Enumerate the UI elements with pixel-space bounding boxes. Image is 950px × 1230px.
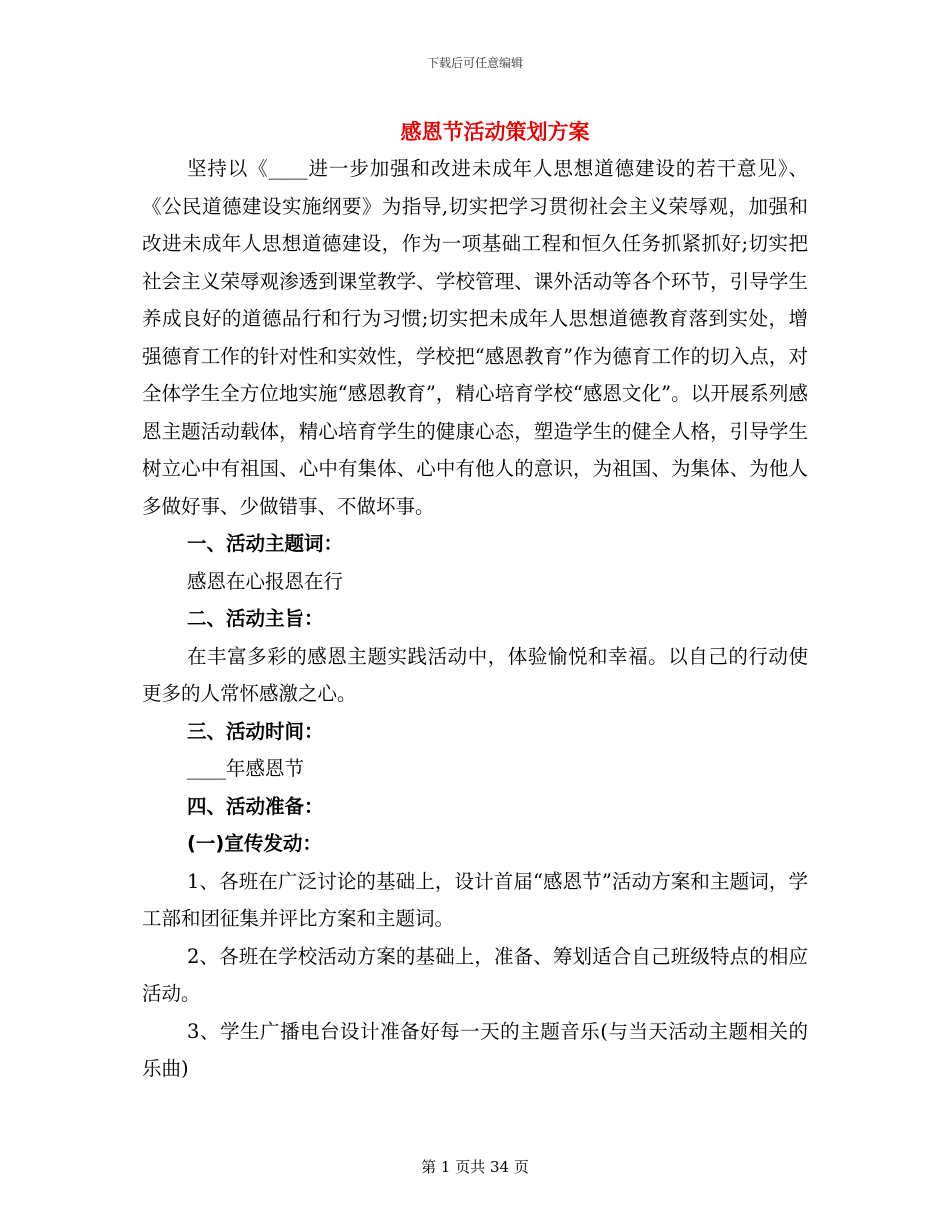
section-4-heading: 四、活动准备： bbox=[187, 794, 324, 818]
intro-paragraph: 坚持以《____进一步加强和改进未成年人思想道德建设的若干意见》、《公民道德建设实施纲要》为指导,切实把学习贯彻社会主义荣辱观，加强和改进未成年人思想道德建设，作为一项基础工程和恒久任务抓紧抓好;切实把社会主义荣辱观渗透到课堂教学、学校管理、课外活动等各个环节，引导学生养成良好的道德品行和行为习惯;切实把未成年人思想道德教育落到实处，增强德育工作的针对性和实效性，学校把“感恩教育”作为德育工作的切入点，对全体学生全方位地实施“感恩教育”，精心培育学校“感恩文化”。以开展系列感恩主题活动载体，精心培育学生的健康心态，塑造学生的健全人格，引导学生树立心中有祖国、心中有集体、心中有他人的意识，为祖国、为集体、为他人多做好事、少做错事、不做坏事。 bbox=[142, 157, 808, 518]
page-header-note: 下载后可任意编辑 bbox=[426, 56, 523, 70]
section-2-heading: 二、活动主旨： bbox=[187, 607, 324, 630]
list-item-2: 2、各班在学校活动方案的基础上，准备、筹划适合自己班级特点的相应活动。 bbox=[142, 944, 808, 1005]
section-1-body: 感恩在心报恩在行 bbox=[187, 569, 344, 593]
list-item-3: 3、学生广播电台设计准备好每一天的主题音乐(与当天活动主题相关的乐曲) bbox=[142, 1019, 808, 1080]
document-body bbox=[142, 150, 808, 1088]
section-3-heading: 三、活动时间： bbox=[187, 719, 324, 743]
section-2-body: 在丰富多彩的感恩主题实践活动中，体验愉悦和幸福。以自己的行动使更多的人常怀感激之心。 bbox=[142, 644, 808, 705]
subsection-1-heading: (一)宣传发动： bbox=[187, 832, 322, 855]
list-item-1: 1、各班在广泛讨论的基础上，设计首届“感恩节”活动方案和主题词，学工部和团征集并评比方案和主题词。 bbox=[142, 869, 808, 930]
page-footer: 第 1 页共 34 页 bbox=[421, 1158, 529, 1176]
section-3-body: ____年感恩节 bbox=[187, 757, 305, 780]
section-1-heading: 一、活动主题词： bbox=[187, 532, 344, 555]
document-title: 感恩节活动策划方案 bbox=[400, 120, 590, 144]
